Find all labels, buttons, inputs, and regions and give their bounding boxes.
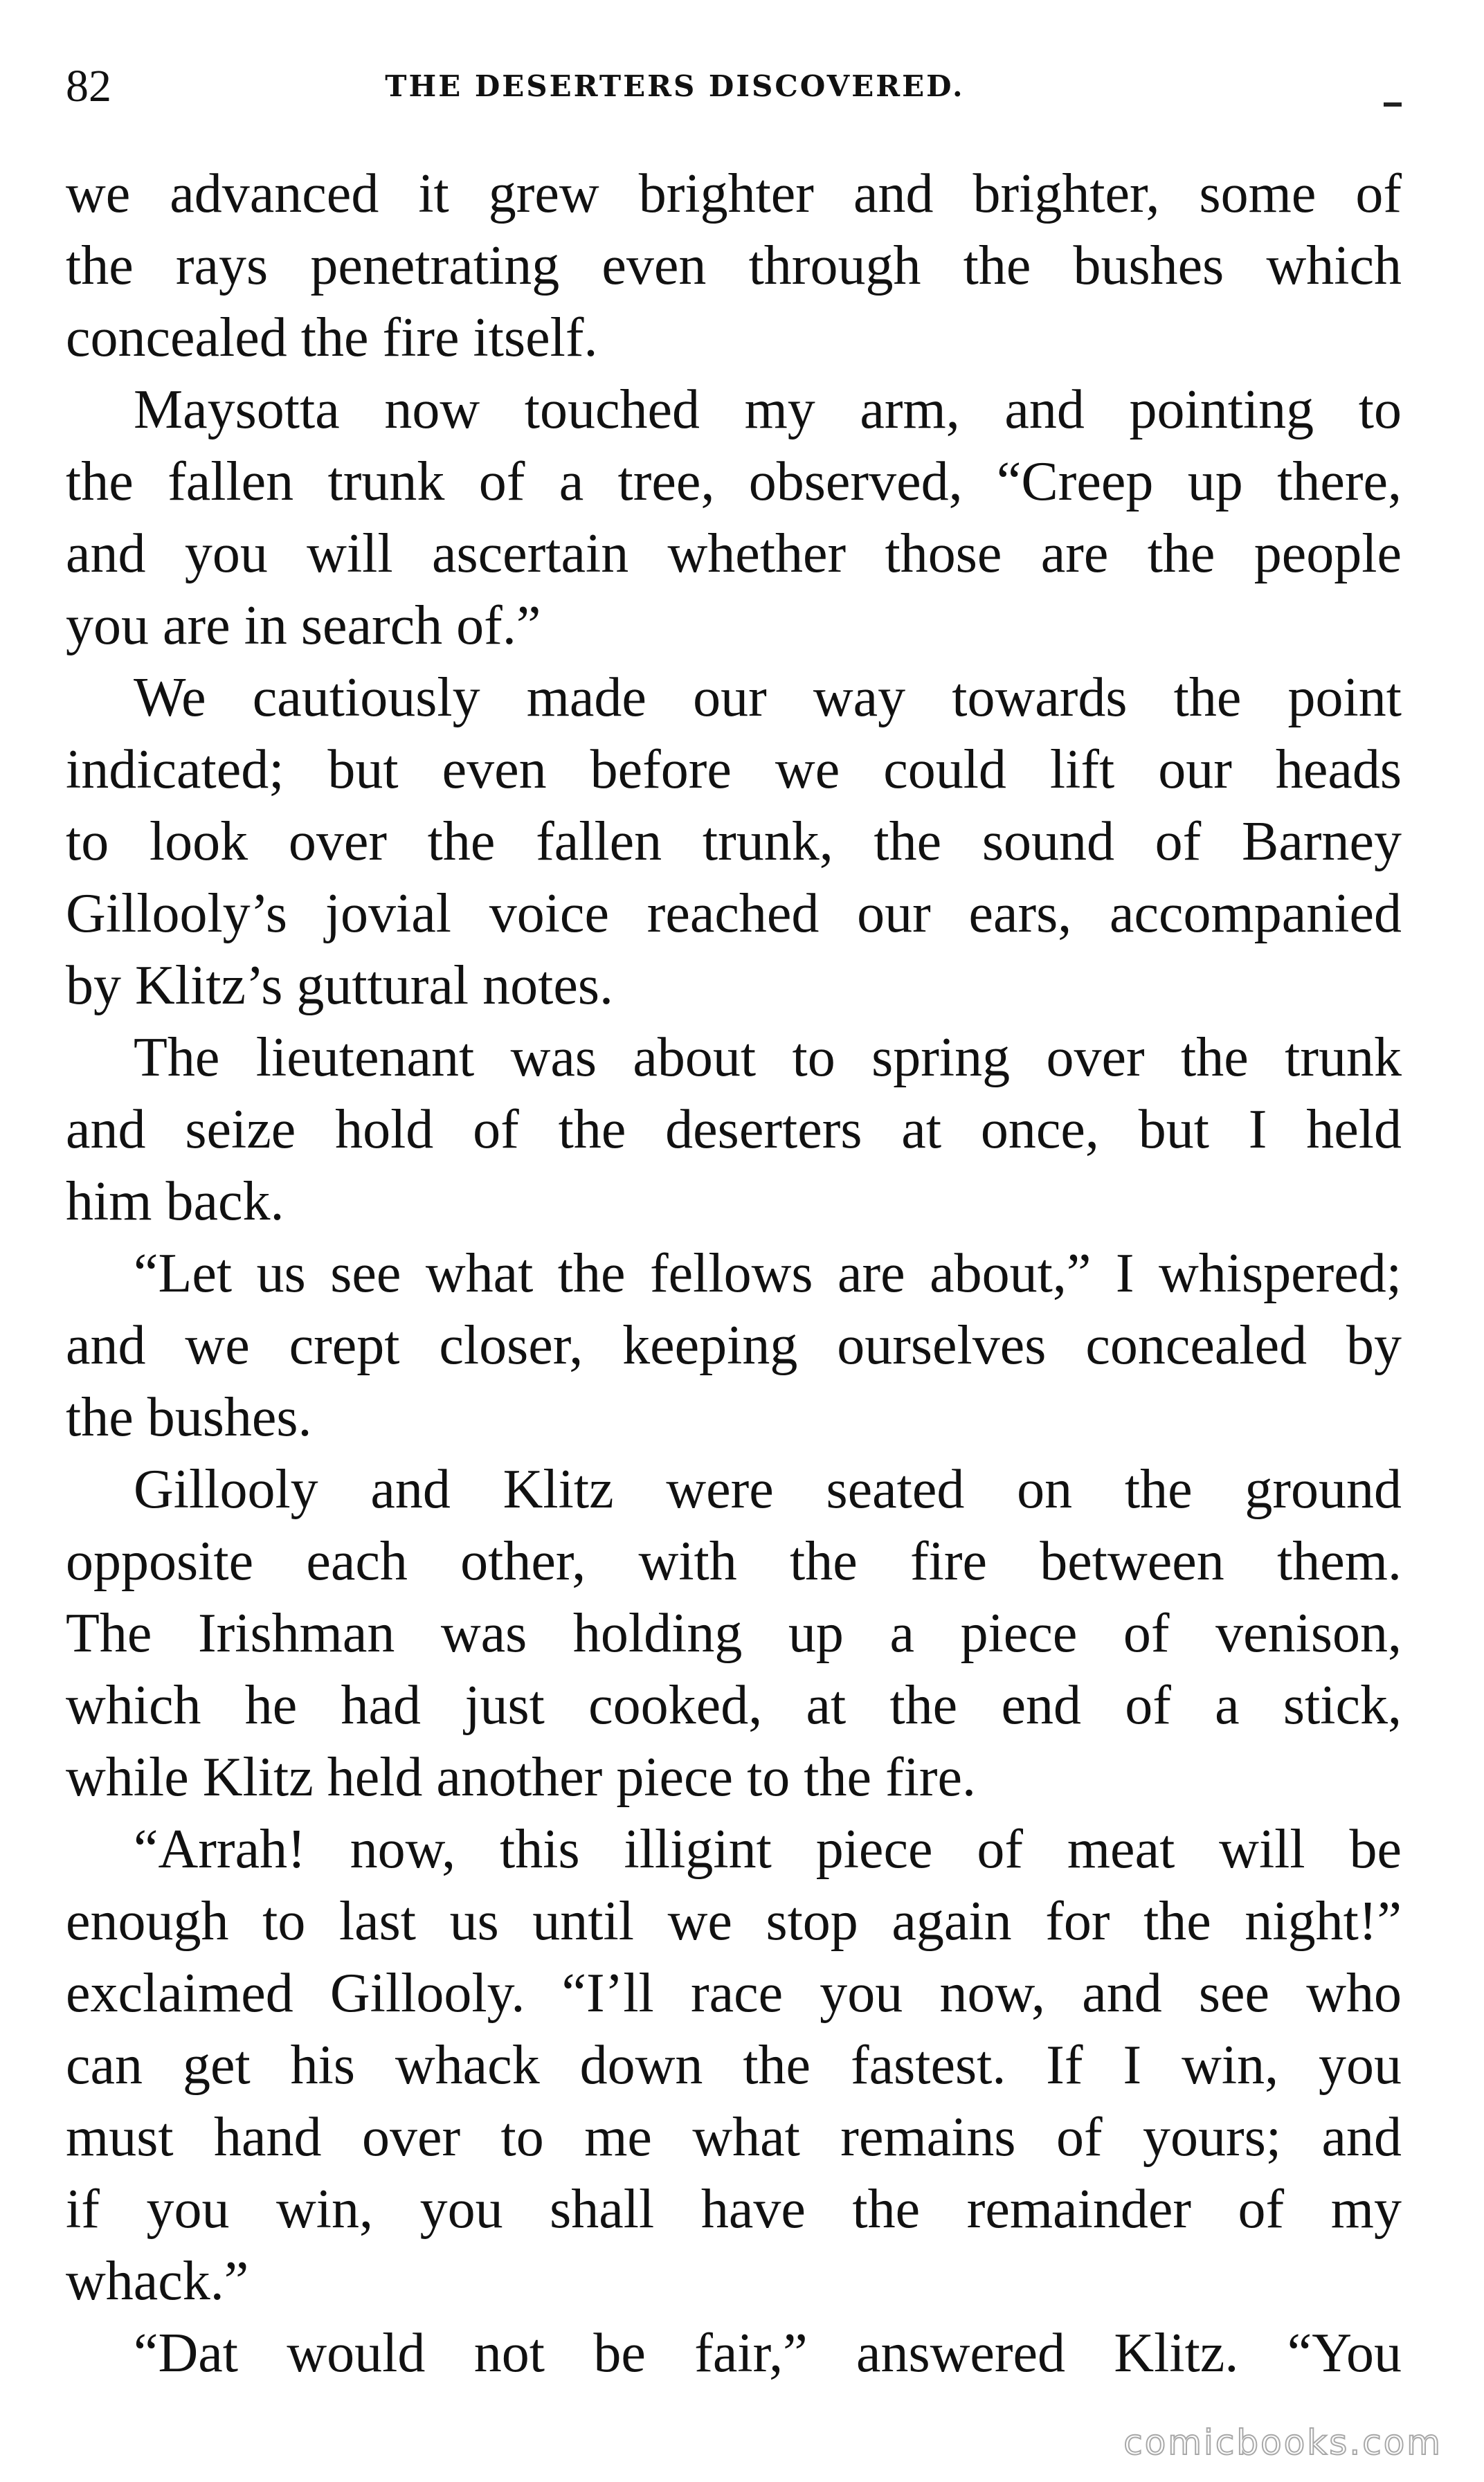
text-line: you are in search of.” (66, 595, 541, 656)
body-text (66, 158, 1402, 2389)
text-line: while Klitz held another piece to the fire. (66, 1747, 977, 1808)
text-line: and we crept closer, keeping ourselves concealed by (66, 1315, 1402, 1376)
text-line: “Let us see what the fellows are about,” I whispered; (134, 1243, 1402, 1304)
text-line: Gillooly and Klitz were seated on the ground (134, 1459, 1402, 1520)
text-line: by Klitz’s guttural notes. (66, 955, 614, 1016)
text-line: can get his whack down the fastest. If I win, you (66, 2035, 1402, 2096)
text-line: the bushes. (66, 1387, 312, 1448)
text-line: him back. (66, 1171, 284, 1232)
text-line: exclaimed Gillooly. “I’ll race you now, and see who (66, 1963, 1402, 2024)
page-header (66, 48, 1402, 125)
watermark-logo: comicbooks.com (1123, 2422, 1442, 2463)
text-line: whack.” (66, 2251, 249, 2312)
text-line: we advanced it grew brighter and brighter, some of (66, 163, 1402, 224)
text-line: must hand over to me what remains of yours; and (66, 2107, 1402, 2168)
text-line: to look over the fallen trunk, the sound of Barney (66, 811, 1402, 872)
running-title: THE DESERTERS DISCOVERED. (385, 69, 965, 103)
text-line: if you win, you shall have the remainder of my (66, 2179, 1402, 2240)
text-line: The Irishman was holding up a piece of venison, (66, 1603, 1402, 1664)
text-line: the fallen trunk of a tree, observed, “Creep up there, (66, 451, 1402, 512)
header-mark (1384, 102, 1402, 107)
text-line: opposite each other, with the fire between them. (66, 1531, 1402, 1592)
text-line: and you will ascertain whether those are the people (66, 523, 1402, 584)
text-line: and seize hold of the deserters at once, but I held (66, 1099, 1402, 1160)
text-line: the rays penetrating even through the bushes which (66, 235, 1402, 296)
text-line: which he had just cooked, at the end of a stick, (66, 1675, 1402, 1736)
text-line: “Dat would not be fair,” answered Klitz. “You (134, 2323, 1402, 2384)
text-line: enough to last us until we stop again for the night!” (66, 1891, 1402, 1952)
text-line: Gillooly’s jovial voice reached our ears, accompanied (66, 883, 1402, 944)
text-line: “Arrah! now, this illigint piece of meat will be (134, 1819, 1402, 1880)
text-line: We cautiously made our way towards the point (134, 667, 1402, 728)
text-line: The lieutenant was about to spring over the trunk (134, 1027, 1402, 1088)
text-line: Maysotta now touched my arm, and pointing to (134, 379, 1402, 440)
page-number: 82 (66, 61, 111, 111)
text-line: concealed the fire itself. (66, 307, 598, 368)
text-line: indicated; but even before we could lift our heads (66, 739, 1402, 800)
